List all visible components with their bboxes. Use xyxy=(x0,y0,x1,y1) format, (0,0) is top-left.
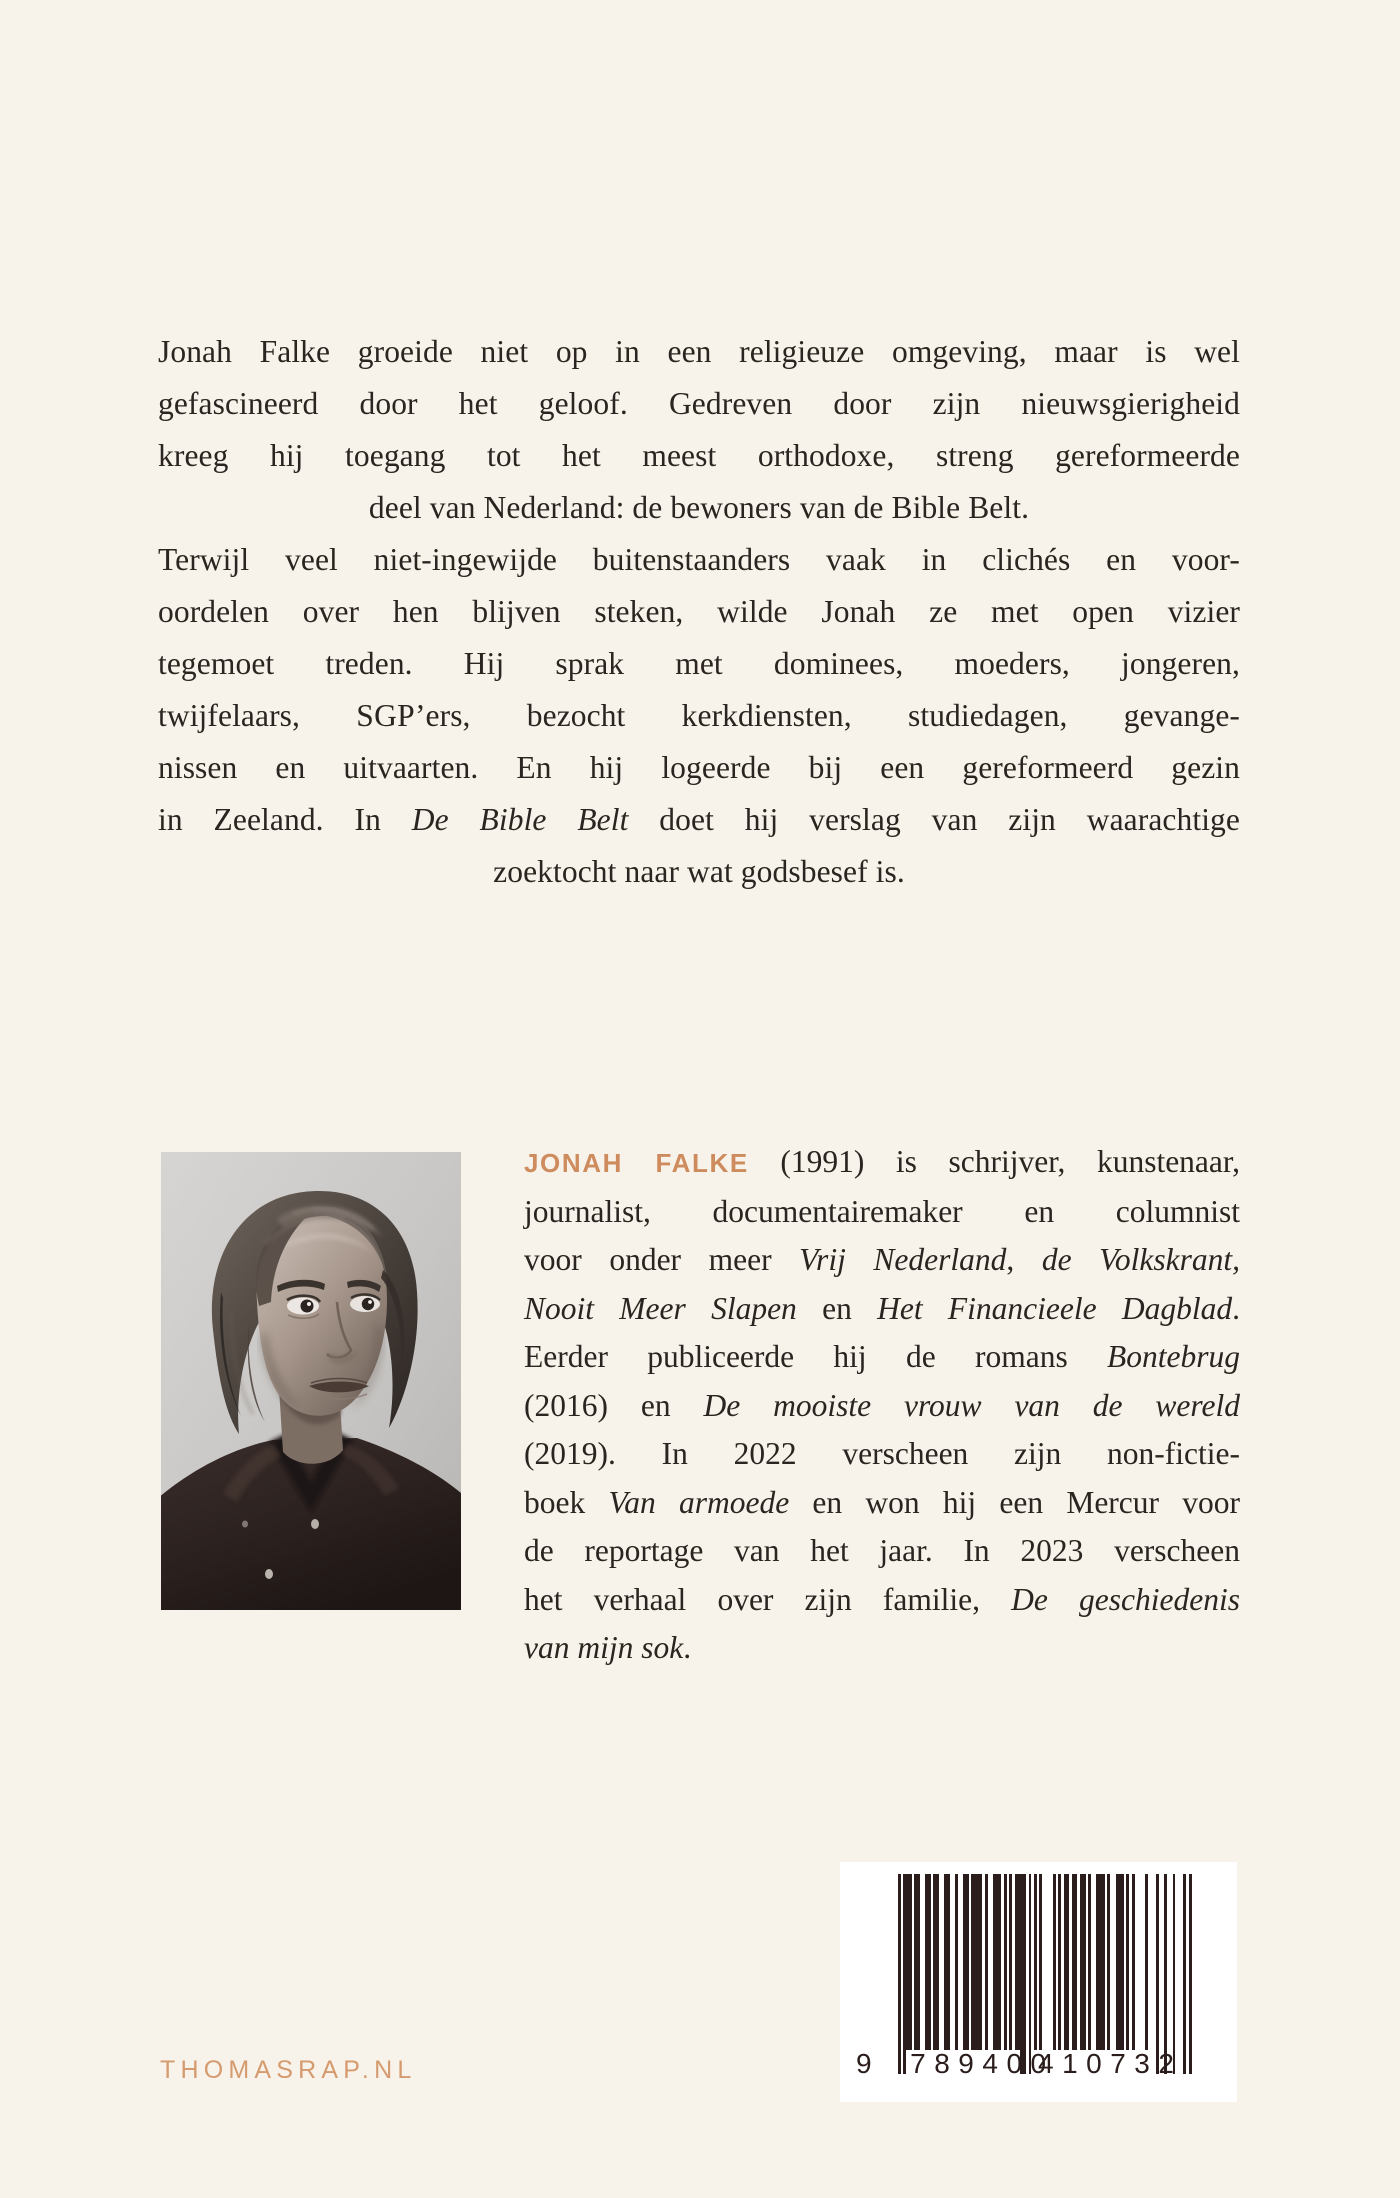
blurb-p1-line-2: gefascineerd door het geloof. Gedreven door zijn nieuwsgierigheid xyxy=(158,386,1240,421)
blurb-paragraph-1 xyxy=(158,326,1240,534)
bio-line-6 xyxy=(524,1382,1240,1431)
blurb-paragraph-2 xyxy=(158,534,1240,898)
bio-line-6-prefix: (2016) en xyxy=(524,1387,704,1423)
author-name: JONAH FALKE xyxy=(524,1148,749,1178)
blurb-p2-line-6-suffix: doet hij verslag van zijn waarachtige xyxy=(628,802,1240,837)
bio-line-7: (2019). In 2022 verscheen zijn non-fictie- xyxy=(524,1436,1240,1471)
book-title-bontebrug: Bontebrug xyxy=(1107,1339,1240,1374)
blurb-p2-line-6 xyxy=(158,794,1240,846)
author-portrait-illustration xyxy=(161,1152,461,1610)
book-title-de-geschiedenis-van-mijn-sok-part2: van mijn sok xyxy=(524,1630,684,1665)
book-title-de-mooiste-vrouw-van-de-wereld: De mooiste vrouw van de wereld xyxy=(703,1387,1240,1423)
blurb-p1-line-1: Jonah Falke groeide niet op in een religieuze omgeving, maar is wel xyxy=(158,334,1240,369)
bio-line-9: de reportage van het jaar. In 2023 verscheen xyxy=(524,1533,1240,1568)
bio-line-4-end: . xyxy=(1232,1290,1240,1326)
bio-line-8 xyxy=(524,1479,1240,1528)
publication-het-financieele-dagblad: Het Financieele Dagblad xyxy=(877,1290,1233,1326)
publication-de-volkskrant: de Volkskrant, xyxy=(1041,1242,1241,1277)
barcode-right-group: 410732 xyxy=(1038,2048,1183,2079)
author-bio-block xyxy=(524,1138,1240,1673)
bio-line-4-mid: en xyxy=(796,1290,878,1326)
publication-vrij-nederland: Vrij Nederland xyxy=(799,1242,1007,1277)
bio-line-1-rest: (1991) is schrijver, kunstenaar, xyxy=(748,1144,1240,1179)
bio-line-4 xyxy=(524,1285,1240,1334)
blurb-p2-line-4-prefix: twijfelaars, xyxy=(158,698,357,733)
blurb-p2-line-7: zoektocht naar wat godsbesef is. xyxy=(493,854,905,889)
book-title-de-bible-belt: De Bible Belt xyxy=(411,802,629,837)
author-portrait-photo xyxy=(161,1152,461,1610)
barcode-bars xyxy=(898,1874,1192,2074)
publication-nooit-meer-slapen: Nooit Meer Slapen xyxy=(524,1290,797,1326)
blurb-text-block xyxy=(158,326,1240,898)
barcode-digits xyxy=(840,2048,1237,2088)
bio-line-3 xyxy=(524,1236,1240,1285)
bio-line-3-prefix: voor onder meer xyxy=(524,1242,800,1277)
author-bio-paragraph xyxy=(524,1138,1240,1673)
bio-line-11-end: . xyxy=(683,1630,692,1665)
bio-line-3-mid: , xyxy=(1006,1242,1042,1277)
bio-line-8-prefix: boek xyxy=(524,1484,609,1520)
blurb-p2-line-4-suffix: ’ers, bezocht kerkdiensten, studiedagen, gevange- xyxy=(414,698,1240,733)
blurb-p2-line-5: nissen en uitvaarten. En hij logeerde bij een gereformeerd gezin xyxy=(158,750,1240,785)
blurb-p1-line-4: deel van Nederland: de bewoners van de Bible Belt. xyxy=(368,490,1030,525)
blurb-p2-line-2: oordelen over hen blijven steken, wilde Jonah ze met open vizier xyxy=(158,594,1240,629)
publisher-website-label[interactable]: THOMASRAP.NL xyxy=(160,2056,417,2084)
blurb-p1-line-3: kreeg hij toegang tot het meest orthodoxe, streng gereformeerde xyxy=(158,438,1240,473)
party-abbreviation-sgp: SGP xyxy=(356,698,415,733)
bio-line-11 xyxy=(524,1624,1240,1673)
bio-line-10-prefix: het verhaal over zijn familie, xyxy=(524,1581,1012,1617)
bio-line-5 xyxy=(524,1333,1240,1382)
book-title-van-armoede: Van armoede xyxy=(608,1484,790,1520)
bio-line-8-suffix: en won hij een Mercur voor xyxy=(789,1484,1240,1520)
isbn-barcode-panel xyxy=(840,1862,1237,2102)
barcode-bar xyxy=(1189,1874,1192,2074)
blurb-p2-line-1: Terwijl veel niet-ingewijde buitenstaanders vaak in clichés en voor- xyxy=(158,542,1240,577)
blurb-p2-line-4 xyxy=(158,690,1240,742)
blurb-p2-line-3: tegemoet treden. Hij sprak met dominees, moeders, jongeren, xyxy=(158,646,1240,681)
bio-line-2: journalist, documentairemaker en columnist xyxy=(524,1193,1240,1229)
isbn-barcode xyxy=(840,1862,1237,2102)
book-title-de-geschiedenis-van-mijn-sok-part1: De geschiedenis xyxy=(1011,1581,1240,1617)
bio-line-10 xyxy=(524,1576,1240,1625)
blurb-p2-line-6-prefix: in Zeeland. In xyxy=(158,802,412,837)
barcode-lead-digit: 9 xyxy=(856,2048,872,2079)
bio-line-5-prefix: Eerder publiceerde hij de romans xyxy=(524,1339,1108,1374)
bio-line-1 xyxy=(524,1138,1240,1188)
barcode-left-group: 789400 xyxy=(910,2048,1055,2079)
